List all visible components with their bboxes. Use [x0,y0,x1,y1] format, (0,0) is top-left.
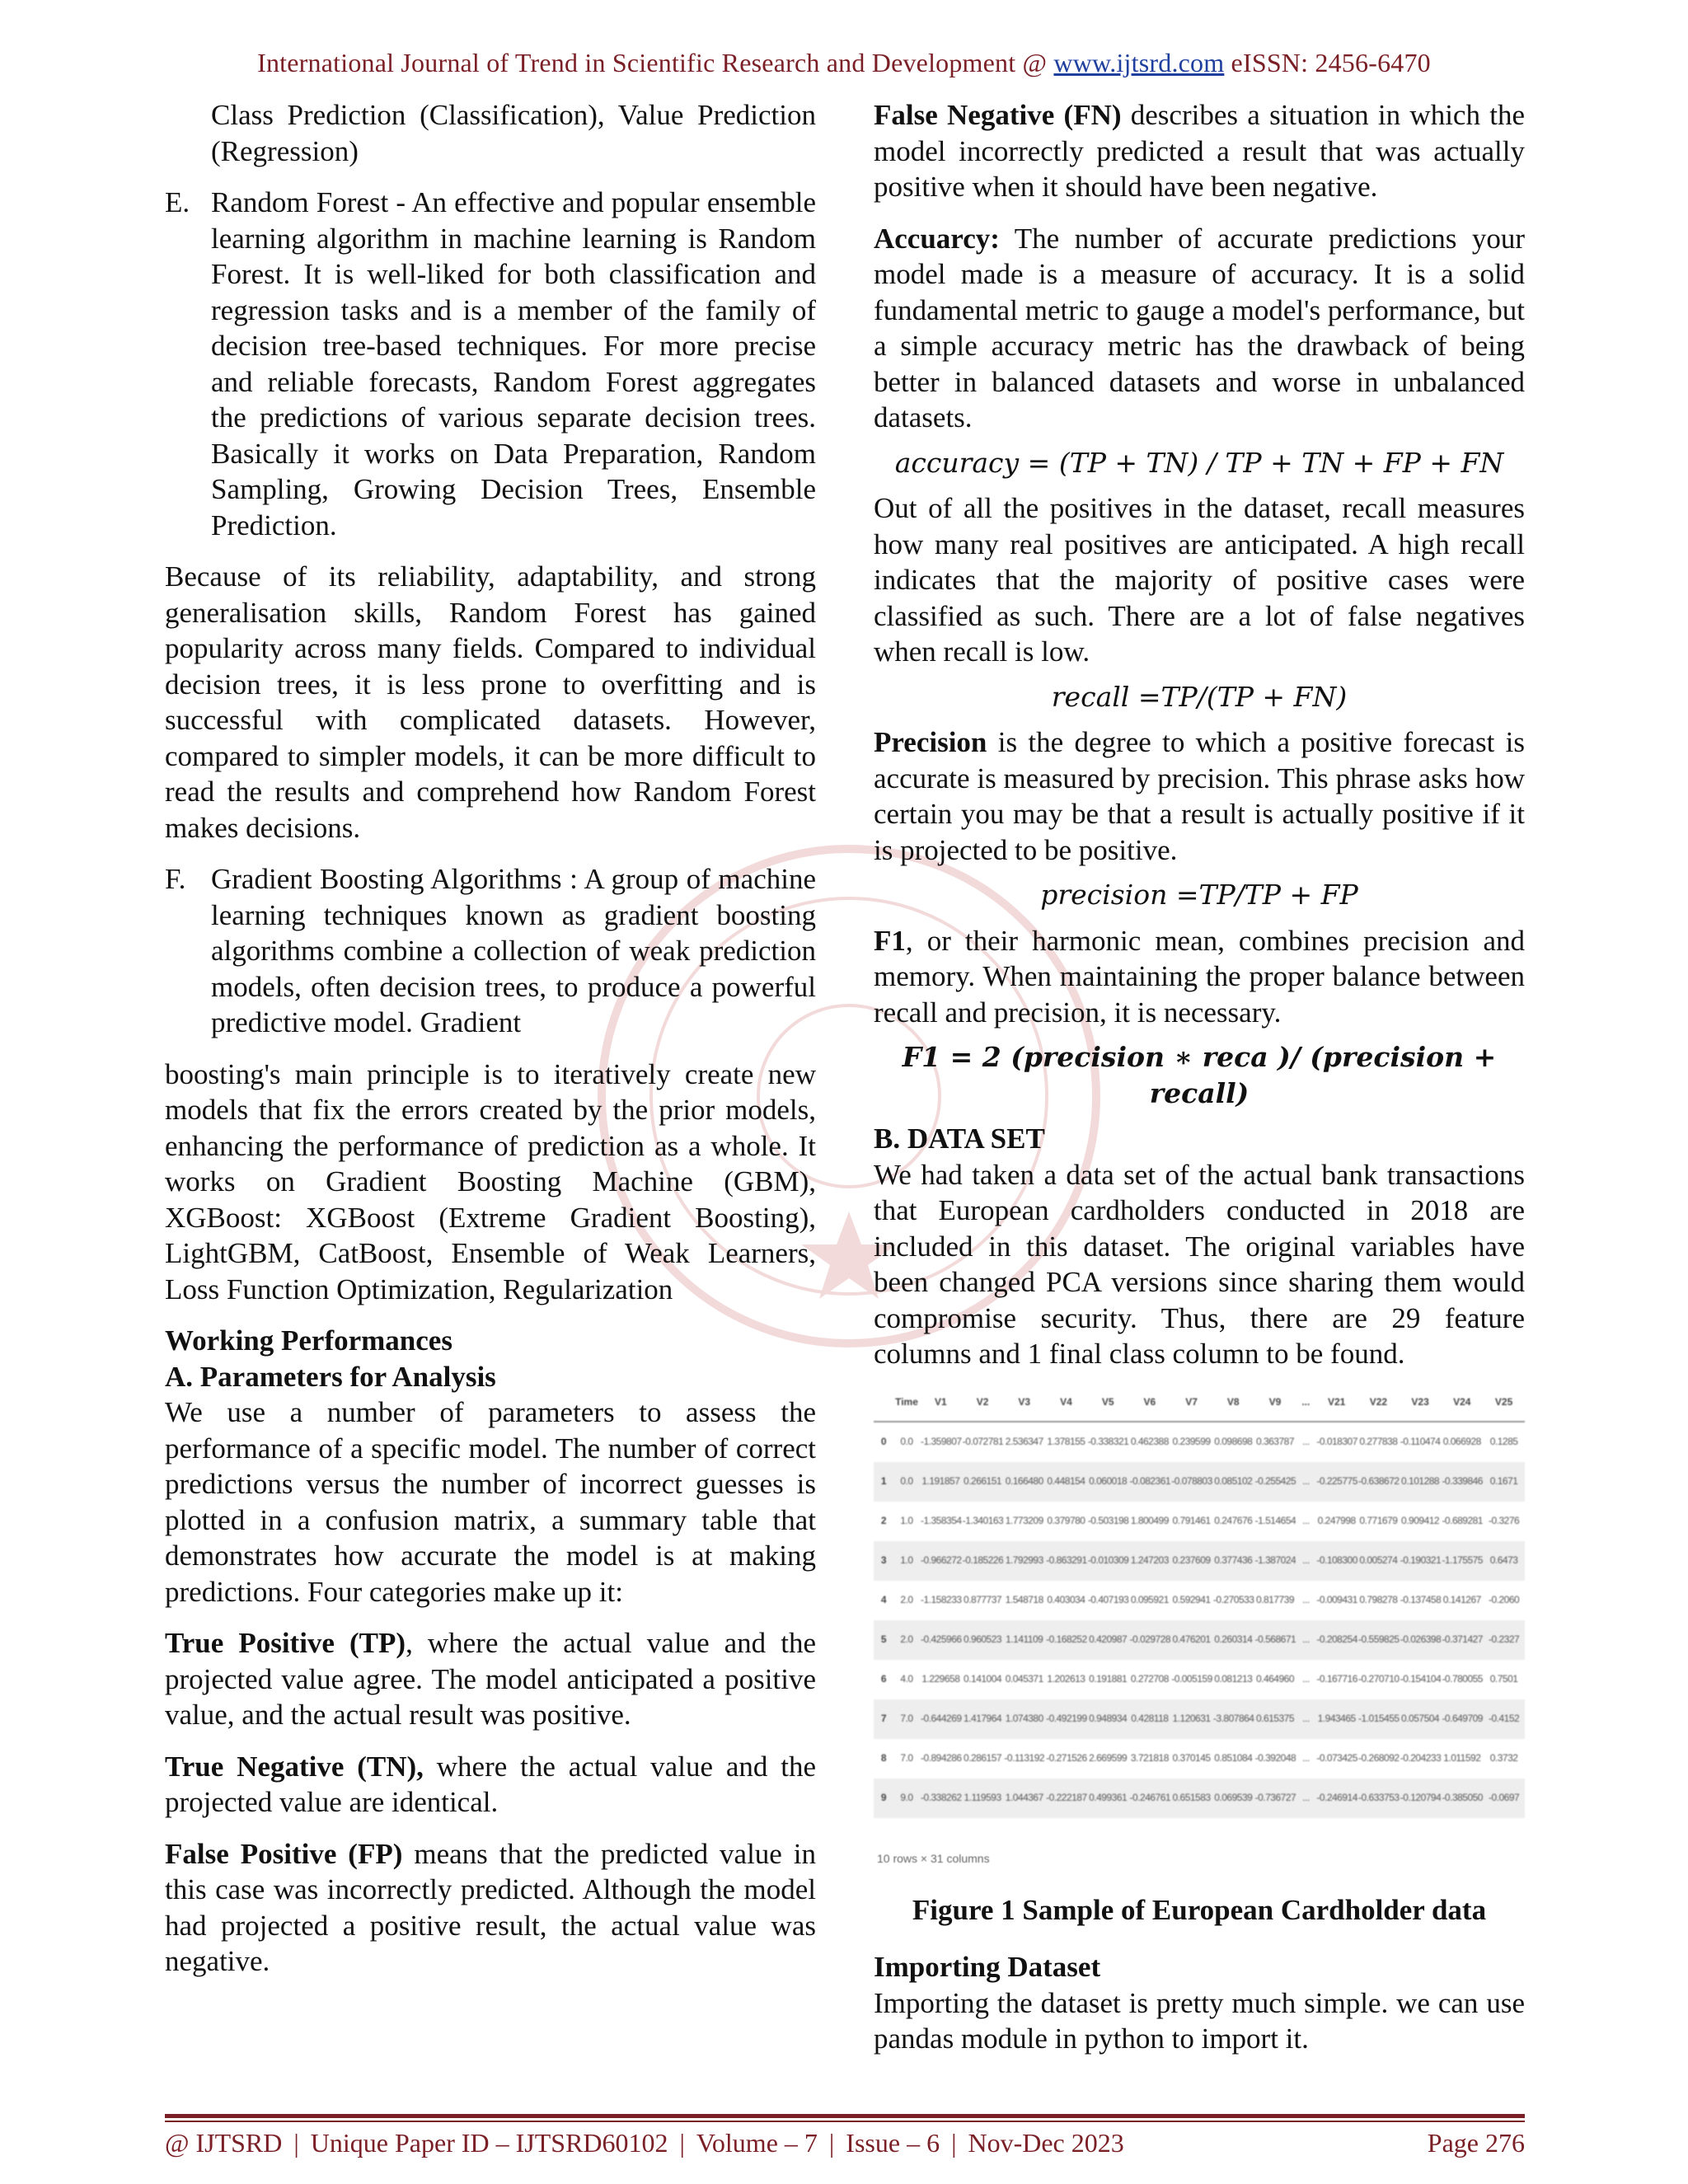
header-issn: eISSN: 2456-6470 [1224,48,1431,77]
paragraph-f1 [874,923,1525,1031]
heading-importing-dataset: Importing Dataset [874,1951,1101,1983]
table-cell: 0.448154 [1045,1462,1087,1502]
paragraph-recall: Out of all the positives in the dataset, recall measures how many real positives are anticipated. A high recall indicates that the majority of positive cases were classified as such. There are a lot of false negatives when recall is low. [874,492,1525,668]
dataframe-column-header: V7 [1170,1384,1212,1422]
paragraph-parameters: We use a number of parameters to assess the performance of a specific model. The number of correct predictions versus the number of incorrect guesses is plotted in a confusion matrix, a summary table that demonstrates how accurate the model is at making predictions. Four categories make up it: [165,1396,816,1608]
dataframe-column-header: V2 [962,1384,1004,1422]
table-cell: -0.190321 [1400,1541,1442,1581]
table-cell: ... [1296,1779,1315,1818]
table-row [874,1462,1525,1502]
paragraph-false-positive [165,1836,816,1980]
row-index: 6 [880,1673,887,1685]
table-cell: 0.081213 [1214,1673,1253,1685]
table-cell: -0.225775 [1315,1462,1357,1502]
running-header [0,48,1688,78]
row-index: 8 [880,1752,887,1765]
table-cell: -0.894286 [921,1752,962,1765]
formula-precision: precision =TP/TP + FP [1040,879,1358,911]
row-index: 5 [874,1620,893,1660]
table-cell: 4.0 [900,1673,913,1685]
table-cell: -0.073425 [1316,1752,1357,1765]
term-false-positive: False Positive (FP) [165,1837,403,1870]
table-cell: 1.229658 [921,1673,960,1685]
paragraph-data-set: We had taken a data set of the actual bank transactions that European cardholders conducted in 2018 are included in this dataset. The original variables have been changed PCA versions since sharing them would compromise security. Thus, there are 29 feature columns and 1 final class column to be found. [874,1158,1525,1370]
table-cell: 1.141109 [1003,1620,1045,1660]
table-cell: -0.113192 [1004,1752,1045,1765]
table-cell: -0.005159 [1171,1673,1212,1685]
table-cell: 0.101288 [1400,1462,1442,1502]
table-cell: 0.615375 [1254,1699,1296,1739]
footer-date: Nov-Dec 2023 [968,2128,1124,2158]
table-cell: -0.072781 [962,1436,1004,1448]
dataframe-column-header: Time [893,1384,920,1422]
list-item-text: Gradient Boosting Algorithms : A group of machine learning techniques known as gradient boosting algorithms combine a collection of weak prediction models, often decision trees, to produce a powerful predictive model. Gradient [211,863,816,1038]
table-cell: -0.503198 [1087,1515,1129,1527]
table-cell: -0.082361 [1129,1462,1171,1502]
table-cell: -0.338321 [1087,1436,1129,1448]
table-cell: -0.736727 [1254,1779,1296,1818]
dataframe-column-header: V24 [1441,1384,1483,1422]
definition-text: describes a situation in which the model incorrectly predicted a result that was actually positive when it should have been negative. [874,99,1525,203]
formula-accuracy: accuracy = (TP + TN) / TP + TN + FP + FN [894,446,1504,479]
table-cell: -0.339846 [1441,1462,1483,1502]
paragraph-random-forest: Because of its reliability, adaptability, and strong generalisation skills, Random Forest has gained popularity across many fields. Compared to individual decision trees, it is less prone to overfitting and is successful with complicated datasets. However, compared to simpler models, it can be more difficult to read the results and comprehend how Random Forest makes decisions. [165,560,816,844]
table-row [874,1541,1525,1581]
dataframe-column-header: V25 [1483,1384,1525,1422]
dataframe-column-header: ... [1296,1384,1315,1422]
table-cell: -0.255425 [1254,1462,1296,1502]
table-cell: -0.168252 [1045,1620,1087,1660]
dataframe-column-header: V23 [1400,1384,1442,1422]
table-cell: 0.1285 [1489,1436,1518,1448]
table-cell: 0.909412 [1401,1515,1440,1527]
table-cell: -0.863291 [1045,1541,1087,1581]
table-cell: 0.005274 [1357,1541,1400,1581]
table-cell: ... [1302,1673,1310,1685]
table-cell: -0.0697 [1483,1779,1525,1818]
table-cell: ... [1302,1515,1310,1527]
table-cell: 1.548718 [1005,1594,1043,1606]
table-row [874,1581,1525,1620]
table-row [874,1660,1525,1699]
table-cell: ... [1302,1436,1310,1448]
table-cell: 1.011592 [1443,1752,1481,1765]
table-cell: 9.0 [893,1779,920,1818]
term-accuracy: Accuarcy: [874,222,1000,255]
row-index: 1 [874,1462,893,1502]
table-cell: -0.222187 [1045,1779,1087,1818]
paragraph-false-negative [874,97,1525,205]
footer-rule [165,2121,1525,2122]
table-cell: -1.015455 [1357,1699,1400,1739]
table-cell: ... [1296,1620,1315,1660]
table-cell: 0.851084 [1214,1752,1253,1765]
dataframe-column-header: V1 [920,1384,962,1422]
table-cell: 1.191857 [920,1462,962,1502]
table-cell: -0.010309 [1087,1541,1129,1581]
table-cell: -0.338262 [920,1779,962,1818]
table-cell: 1.417964 [962,1699,1004,1739]
right-column [874,97,1525,2073]
dataframe-column-header: V9 [1254,1384,1296,1422]
table-cell: 0.0 [900,1436,913,1448]
table-cell: 0.277838 [1359,1436,1398,1448]
paragraph-true-positive [165,1625,816,1733]
table-cell: -0.385050 [1441,1779,1483,1818]
table-cell: 1.792993 [1003,1541,1045,1581]
footer-rule [165,2114,1525,2118]
heading-parameters: A. Parameters for Analysis [165,1360,496,1393]
table-cell: -0.185226 [962,1541,1004,1581]
table-cell: ... [1296,1699,1315,1739]
figure-caption: Figure 1 Sample of European Cardholder data [912,1893,1487,1926]
table-cell: -0.780055 [1442,1673,1483,1685]
table-cell: -0.689281 [1442,1515,1483,1527]
table-cell: 1.800499 [1130,1515,1169,1527]
table-cell: 0.247676 [1214,1515,1253,1527]
table-cell: 0.877737 [964,1594,1002,1606]
table-cell: -0.270533 [1212,1594,1254,1606]
page-footer [165,2128,1525,2158]
table-cell: 2.0 [900,1594,913,1606]
dataframe-header-row [874,1384,1525,1422]
formula-recall: recall =TP/(TP + FN) [1051,680,1348,713]
table-cell: 0.098698 [1214,1436,1253,1448]
table-cell: 0.403034 [1047,1594,1085,1606]
footer-page-number: Page 276 [1427,2128,1525,2158]
table-cell: -1.514654 [1254,1515,1296,1527]
table-cell: 0.260314 [1212,1620,1254,1660]
figure-dataframe-image [874,1384,1525,1877]
table-cell: 0.817739 [1255,1594,1294,1606]
dataframe-column-header: V5 [1087,1384,1129,1422]
table-cell: 0.7501 [1489,1673,1518,1685]
list-continuation: Class Prediction (Classification), Value Prediction (Regression) [211,99,816,167]
table-cell: 2.0 [893,1620,920,1660]
table-cell: -0.018307 [1316,1436,1357,1448]
table-cell: 1.378155 [1047,1436,1085,1448]
table-cell: -1.387024 [1254,1541,1296,1581]
definition-text: is the degree to which a positive forecast is accurate is measured by precision. This phrase asks how certain you may be that a result is actually positive if it is projected to be positive. [874,726,1525,866]
table-cell: 1.119593 [962,1779,1004,1818]
table-cell: 0.191881 [1089,1673,1128,1685]
table-cell: 0.0 [893,1462,920,1502]
table-cell: 0.651583 [1170,1779,1212,1818]
table-cell: 1.0 [900,1515,913,1527]
table-cell: 0.798278 [1359,1594,1398,1606]
row-index: 2 [880,1515,887,1527]
row-index: 4 [880,1594,887,1606]
table-cell: -0.407193 [1087,1594,1129,1606]
table-cell: -0.559825 [1357,1620,1400,1660]
table-cell: -0.120794 [1400,1779,1442,1818]
table-cell: 0.370145 [1172,1752,1211,1765]
table-cell: -0.4152 [1483,1699,1525,1739]
table-cell: 0.420987 [1087,1620,1129,1660]
table-cell: 0.045371 [1005,1673,1043,1685]
table-cell: 1.074380 [1003,1699,1045,1739]
table-cell: -0.492199 [1045,1699,1087,1739]
term-true-positive: True Positive (TP) [165,1627,406,1659]
table-cell: -0.268092 [1358,1752,1400,1765]
dataframe-column-header: V6 [1129,1384,1171,1422]
row-index: 0 [880,1436,887,1448]
table-cell: -0.246761 [1129,1779,1171,1818]
table-cell: -0.644269 [920,1699,962,1739]
table-cell: 0.095921 [1130,1594,1169,1606]
table-cell: 7.0 [900,1752,913,1765]
table-cell: 0.247998 [1317,1515,1356,1527]
table-cell: -0.271526 [1046,1752,1087,1765]
table-cell: 0.592941 [1172,1594,1211,1606]
table-cell: 0.060018 [1087,1462,1129,1502]
table-cell: 0.791461 [1172,1515,1211,1527]
table-cell: -1.175575 [1441,1541,1483,1581]
formula-f1: F1 = 2 (precision ∗ reca )/ (precision + recall) [902,1041,1497,1109]
table-cell: ... [1302,1752,1310,1765]
table-cell: -0.167716 [1316,1673,1357,1685]
table-cell: 2.669599 [1089,1752,1128,1765]
table-cell: -0.154104 [1400,1673,1442,1685]
table-cell: 7.0 [893,1699,920,1739]
table-cell: 0.166480 [1003,1462,1045,1502]
table-cell: 0.057504 [1400,1699,1442,1739]
table-cell: 0.771679 [1359,1515,1398,1527]
table-cell: -0.966272 [920,1541,962,1581]
table-cell: 1.247203 [1129,1541,1171,1581]
paragraph-gradient-boosting: boosting's main principle is to iteratively create new models that fix the errors created by the prior models, enhancing the performance of prediction as a whole. It works on Gradient Boosting Machine (GBM), XGBoost: XGBoost (Extreme Gradient Boosting), LightGBM, CatBoost, Ensemble of Weak Learners, Loss Function Optimization, Regularization [165,1057,816,1305]
dataframe-column-header [874,1384,893,1422]
table-cell: 0.239599 [1172,1436,1211,1448]
definition-text: means that the predicted value in this case was incorrectly predicted. Although the model had projected a positive result, the actual value was negative. [165,1837,817,1977]
table-cell: -0.568671 [1254,1620,1296,1660]
footer-info: @ IJTSRD | Unique Paper ID – IJTSRD60102 | Volume – 7 | Issue – 6 | Nov-Dec 2023 [165,2128,1124,2158]
table-cell: 0.266151 [962,1462,1004,1502]
table-cell: 0.141004 [964,1673,1002,1685]
table-cell: 0.960523 [962,1620,1004,1660]
paragraph-precision [874,724,1525,868]
table-cell: -0.649709 [1441,1699,1483,1739]
table-cell: -0.633753 [1357,1779,1400,1818]
table-cell: ... [1302,1594,1310,1606]
table-cell: -0.2060 [1488,1594,1520,1606]
table-cell: -0.3276 [1488,1515,1520,1527]
header-journal-name: International Journal of Trend in Scientific Research and Development @ [257,48,1054,77]
footer-issue: Issue – 6 [846,2128,940,2158]
table-cell: 0.272708 [1130,1673,1169,1685]
list-item-random-forest [165,185,816,543]
table-cell: 0.069539 [1212,1779,1254,1818]
table-row [874,1779,1525,1818]
table-cell: -0.392048 [1254,1752,1296,1765]
table-cell: 0.1671 [1483,1462,1525,1502]
table-cell: 1.943465 [1315,1699,1357,1739]
row-index: 3 [874,1541,893,1581]
table-cell: -0.204233 [1400,1752,1442,1765]
list-item-gradient-boosting [165,861,816,1041]
table-cell: 0.286157 [964,1752,1002,1765]
dataframe-column-header: V22 [1357,1384,1400,1422]
table-cell: -0.638672 [1357,1462,1400,1502]
table-cell: 0.948934 [1087,1699,1129,1739]
table-cell: 1.773209 [1005,1515,1043,1527]
dataframe-column-header: V21 [1315,1384,1357,1422]
definition-text: The number of accurate predictions your model made is a measure of accuracy. It is a solid fundamental metric to gauge a model's performance, but a simple accuracy metric has the drawback of being better in balanced datasets and worse in unbalanced datasets. [874,222,1525,434]
table-cell: 0.085102 [1212,1462,1254,1502]
table-cell: 0.066928 [1442,1436,1481,1448]
table-cell: 0.462388 [1130,1436,1169,1448]
table-cell: -0.371427 [1441,1620,1483,1660]
table-cell: 0.476201 [1170,1620,1212,1660]
term-f1: F1 [874,924,906,957]
table-cell: 1.120631 [1170,1699,1212,1739]
table-cell: -1.158233 [921,1594,962,1606]
table-cell: -0.009431 [1316,1594,1357,1606]
dataframe-shape-note: 10 rows × 31 columns [877,1852,990,1865]
table-cell: -0.110474 [1400,1436,1441,1448]
table-cell: 1.044367 [1003,1779,1045,1818]
table-cell: 0.464960 [1255,1673,1294,1685]
table-cell: 0.499361 [1087,1779,1129,1818]
definition-text: , or their harmonic mean, combines precision and memory. When maintaining the proper balance between recall and precision, it is necessary. [874,924,1525,1029]
table-cell: 0.237609 [1170,1541,1212,1581]
dataframe-body [874,1422,1525,1818]
list-marker: F. [165,863,186,895]
table-cell: 0.379780 [1047,1515,1085,1527]
table-cell: -0.2327 [1483,1620,1525,1660]
left-column [165,97,816,1995]
footer-paper-id: Unique Paper ID – IJTSRD60102 [310,2128,668,2158]
table-cell: 1.202613 [1047,1673,1085,1685]
list-item-text: Random Forest - An effective and popular ensemble learning algorithm in machine learning is Random Forest. It is well-liked for both classification and regression tasks and is a member of the family of decision tree-based techniques. For more precise and reliable forecasts, Random Forest aggregates the predictions of various separate decision trees. Basically it works on Data Preparation, Random Sampling, Growing Decision Trees, Ensemble Prediction. [211,186,816,541]
table-cell: -0.026398 [1400,1620,1442,1660]
dataframe-column-header: V4 [1045,1384,1087,1422]
dataframe-column-header: V8 [1212,1384,1254,1422]
table-cell: -0.078803 [1170,1462,1212,1502]
footer-volume: Volume – 7 [696,2128,818,2158]
term-precision: Precision [874,726,987,758]
list-marker: E. [165,186,190,218]
row-index: 7 [874,1699,893,1739]
table-row [874,1699,1525,1739]
term-true-negative: True Negative (TN), [165,1750,424,1783]
table-cell: 0.428118 [1129,1699,1171,1739]
table-row [874,1739,1525,1779]
table-cell: -1.358354 [921,1515,962,1527]
table-cell: 3.721818 [1130,1752,1169,1765]
dataframe-table [874,1384,1525,1819]
definition-text: , where the actual value and the projected value agree. The model anticipated a positive value, and the actual result was positive. [165,1627,816,1731]
table-cell: 0.6473 [1483,1541,1525,1581]
table-cell: 2.536347 [1005,1436,1043,1448]
table-row [874,1620,1525,1660]
table-row [874,1502,1525,1541]
heading-working-performances: Working Performances [165,1324,452,1357]
table-row [874,1422,1525,1462]
table-cell: -0.029728 [1129,1620,1171,1660]
paragraph-importing-dataset: Importing the dataset is pretty much simple. we can use pandas module in python to import it. [874,1986,1525,2055]
table-cell: -1.340163 [962,1515,1004,1527]
definition-text: where the actual value and the projected value are identical. [165,1750,816,1818]
footer-journal: @ IJTSRD [165,2128,283,2158]
heading-data-set: B. DATA SET [874,1122,1045,1155]
table-cell: ... [1296,1541,1315,1581]
table-cell: -0.137458 [1400,1594,1442,1606]
table-cell: -0.246914 [1315,1779,1357,1818]
table-cell: 1.0 [893,1541,920,1581]
table-cell: -0.108300 [1315,1541,1357,1581]
header-url-link[interactable]: www.ijtsrd.com [1053,48,1225,77]
table-cell: ... [1296,1462,1315,1502]
table-cell: 0.363787 [1255,1436,1294,1448]
dataframe-column-header: V3 [1003,1384,1045,1422]
row-index: 9 [874,1779,893,1818]
table-cell: -1.359807 [921,1436,962,1448]
table-cell: 0.377436 [1212,1541,1254,1581]
term-false-negative: False Negative (FN) [874,99,1122,131]
table-cell: -3.807864 [1212,1699,1254,1739]
table-cell: 0.3732 [1489,1752,1518,1765]
table-cell: 0.141267 [1442,1594,1481,1606]
paragraph-accuracy [874,221,1525,436]
table-cell: -0.425966 [920,1620,962,1660]
table-cell: -0.270710 [1358,1673,1400,1685]
table-cell: -0.208254 [1315,1620,1357,1660]
paragraph-true-negative [165,1749,816,1821]
